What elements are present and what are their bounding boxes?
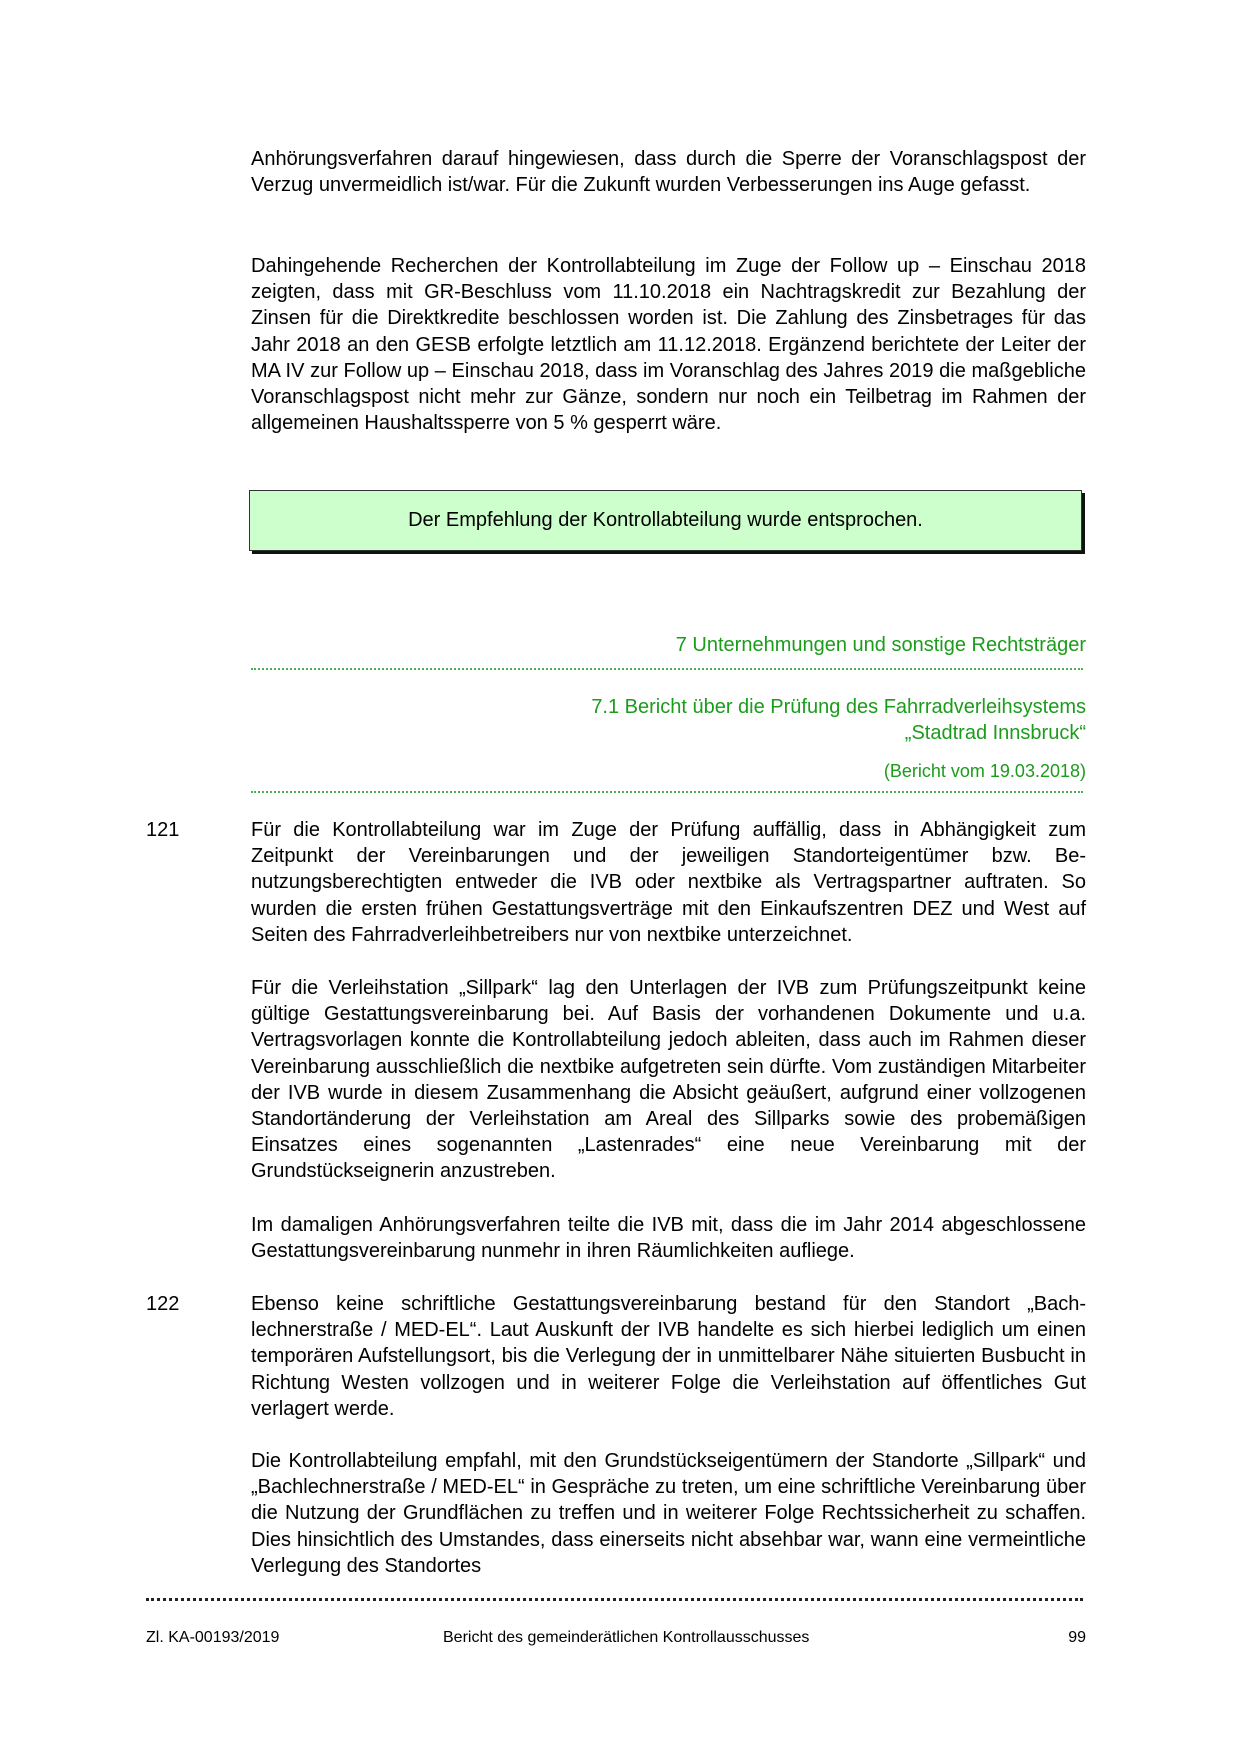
paragraph-121-b: Für die Verleihstation „Sillpark“ lag den Unterlagen der IVB zum Prüfungszeitpunkt keine gültige Gestattungsvereinbarung bei. Auf Basis der vorhandenen Dokumente und u.a. Vertragsvorlagen konnte die Kontrollabteilung jedoch ableiten, dass auch im Rahmen dieser Vereinbarung ausschließlich die nextbike aufgetreten sein dürfte. Vom zuständigen Mitarbeiter der IVB wurde in diesem Zusammenhang die Absicht geäußert, aufgrund einer vollzogenen Standortänderung der Verleihstation am Areal des Sillparks sowie des probemäßigen Einsatzes eines sogenannten „Lastenrades“ eine neue Vereinbarung mit der Grundstückseignerin anzustreben.	[251, 977, 1086, 1183]
footer-reference: Zl. KA-00193/2019	[146, 1629, 280, 1646]
recommendation-callout-box	[249, 490, 1082, 551]
heading-divider	[251, 668, 1083, 670]
paragraph-number-121: 121	[146, 819, 180, 841]
section-divider	[251, 791, 1083, 793]
section-heading-line1: 7.1 Bericht über die Prüfung des Fahrradverleihsystems	[591, 696, 1086, 718]
paragraph-122-a: Ebenso keine schriftliche Gestattungsvereinbarung bestand für den Standort „Bachlechnerstraße / MED-EL“. Laut Auskunft der IVB handelte es sich hierbei lediglich um einen temporären Aufstellungsort, bis die Verlegung der in unmittelbarer Nähe situierten Busbucht in Richtung Westen vollzogen und in weiterer Folge die Verleihstation auf öffentliches Gut verlagert werde.	[251, 1293, 1086, 1420]
paragraph-121-c: Im damaligen Anhörungsverfahren teilte die IVB mit, dass die im Jahr 2014 abgeschlossene Gestattungsvereinbarung nunmehr in ihren Räumlichkeiten aufliege.	[251, 1214, 1086, 1263]
callout-text: Der Empfehlung der Kontrollabteilung wurde entsprochen.	[408, 509, 923, 531]
paragraph-intro: Anhörungsverfahren darauf hingewiesen, dass durch die Sperre der Voranschlagspost der Verzug unvermeidlich ist/war. Für die Zukunft wurden Verbesserungen ins Auge gefasst.	[251, 148, 1086, 197]
paragraph-121-a: Für die Kontrollabteilung war im Zuge der Prüfung auffällig, dass in Abhängigkeit zum Zeitpunkt der Vereinbarungen und der jeweiligen Standorteigentümer bzw. Benutzungsberechtigten entweder die IVB oder nextbike als Vertragspartner auftraten. So wurden die ersten frühen Gestattungsverträge mit den Einkaufszentren DEZ und West auf Seiten des Fahrradverleihbetreibers nur von nextbike unterzeichnet.	[251, 819, 1086, 946]
chapter-heading: 7 Unternehmungen und sonstige Rechtsträger	[675, 634, 1086, 656]
footer-divider	[146, 1598, 1083, 1601]
section-heading-line2: „Stadtrad Innsbruck“	[904, 722, 1086, 744]
footer-title: Bericht des gemeinderätlichen Kontrollausschusses	[443, 1629, 810, 1646]
footer-page-number: 99	[1068, 1629, 1086, 1646]
report-date: (Bericht vom 19.03.2018)	[883, 761, 1086, 781]
paragraph-research: Dahingehende Recherchen der Kontrollabteilung im Zuge der Follow up – Einschau 2018 zeigten, dass mit GR-Beschluss vom 11.10.2018 ein Nachtragskredit zur Bezahlung der Zinsen für die Direktkredite beschlossen worden ist. Die Zahlung des Zinsbetrages für das Jahr 2018 an den GESB erfolgte letztlich am 11.12.2018. Ergänzend berichtete der Leiter der MA IV zur Follow up – Einschau 2018, dass im Voranschlag des Jahres 2019 die maßgebliche Voranschlagspost nicht mehr zur Gänze, sondern nur noch ein Teilbetrag im Rahmen der allgemeinen Haushaltssperre von 5 % gesperrt wäre.	[251, 255, 1086, 435]
paragraph-122-b: Die Kontrollabteilung empfahl, mit den Grundstückseigentümern der Standorte „Sillpark“ und „Bachlechnerstraße / MED-EL“ in Gespräche zu treten, um eine schriftliche Vereinbarung über die Nutzung der Grundflächen zu treffen und in weiterer Folge Rechtssicherheit zu schaffen. Dies hinsichtlich des Umstandes, dass einerseits nicht absehbar war, wann eine vermeintliche Verlegung des Standortes	[251, 1450, 1086, 1577]
paragraph-number-122: 122	[146, 1293, 180, 1315]
